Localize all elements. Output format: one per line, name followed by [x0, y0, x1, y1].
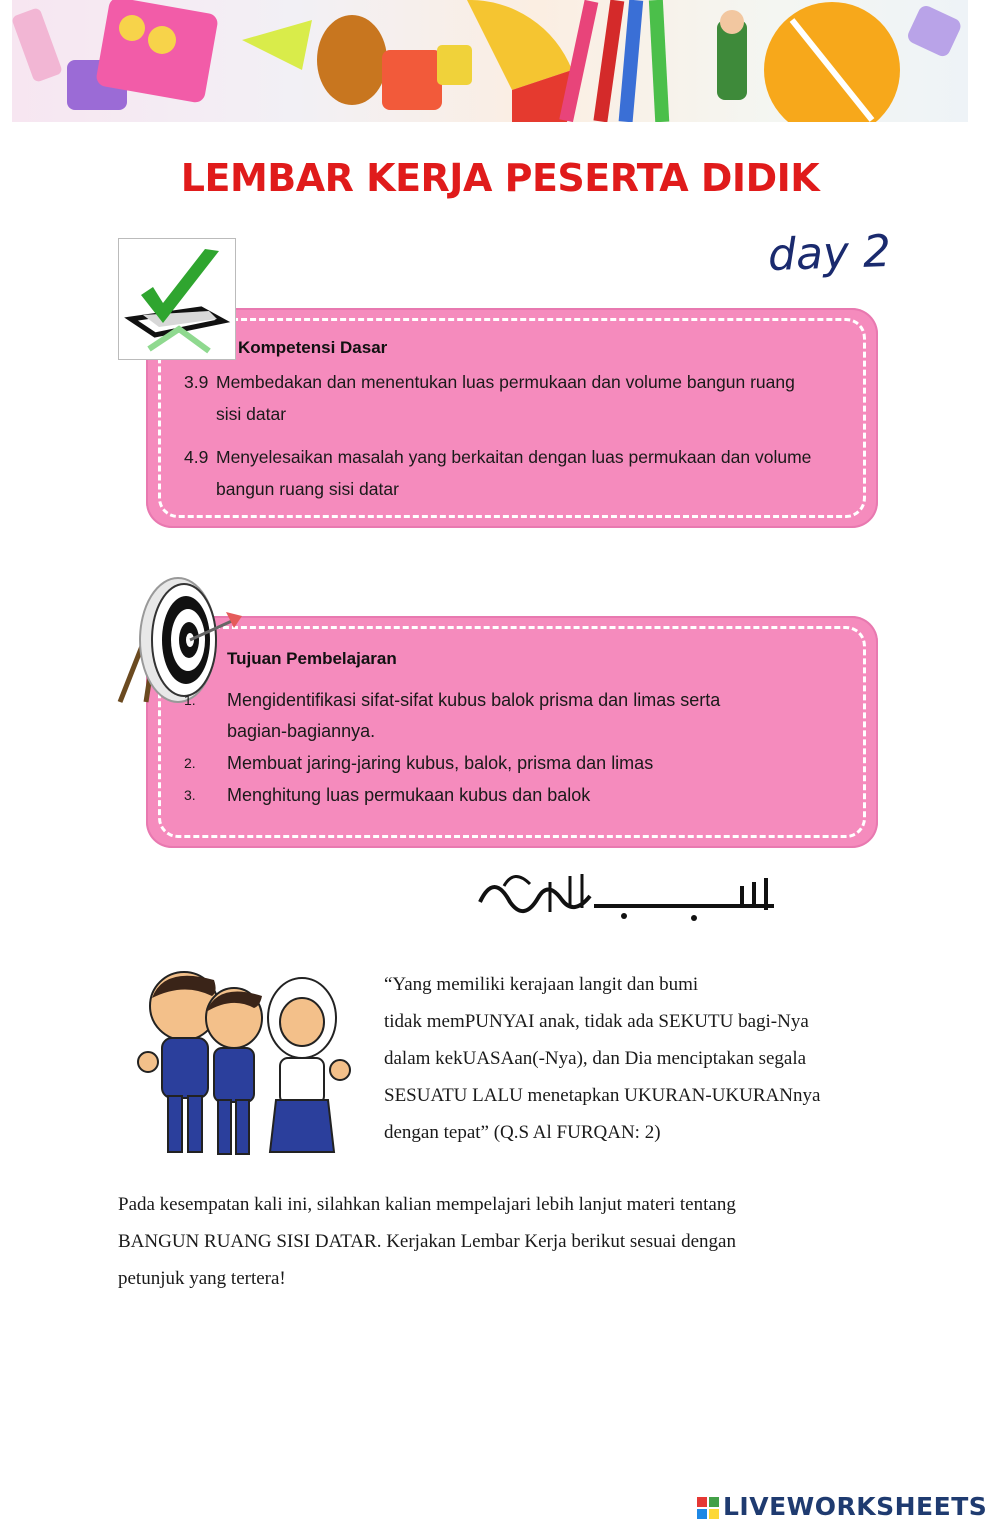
checkmark-icon: [118, 238, 236, 360]
kompetensi-item-1-number: 3.9: [184, 372, 209, 392]
kompetensi-item-2: [184, 441, 824, 505]
body-line-3: petunjuk yang tertera!: [118, 1268, 286, 1289]
tujuan-item-1-line-2: bagian-bagiannya.: [227, 721, 376, 741]
watermark-text: LIVEWORKSHEETS: [723, 1492, 988, 1521]
body-line-1: Pada kesempatan kali ini, silahkan kalian mempelajari lebih lanjut materi tentang: [118, 1194, 736, 1215]
liveworksheets-logo-icon: [697, 1496, 719, 1518]
liveworksheets-watermark[interactable]: [697, 1492, 987, 1521]
tujuan-item-2-number: 2.: [184, 755, 196, 771]
body-line-2: BANGUN RUANG SISI DATAR. Kerjakan Lembar Kerja berikut sesuai dengan: [118, 1231, 736, 1252]
quote-line-1: “Yang memiliki kerajaan langit dan bumi: [384, 974, 699, 995]
tujuan-item-3-text: Menghitung luas permukaan kubus dan balok: [227, 785, 591, 805]
kompetensi-heading: Kompetensi Dasar: [238, 338, 388, 357]
quote-line-5: dengan tepat” (Q.S Al FURQAN: 2): [384, 1122, 661, 1143]
kompetensi-item-2-text: Menyelesaikan masalah yang berkaitan dengan luas permukaan dan volume bangun ruang sisi datar: [216, 447, 812, 499]
page-title: LEMBAR KERJA PESERTA DIDIK: [180, 156, 820, 200]
kompetensi-item-2-number: 4.9: [184, 447, 209, 467]
bismillah-calligraphy: [474, 862, 780, 928]
students-illustration: [134, 966, 354, 1166]
quote-line-4: SESUATU LALU menetapkan UKURAN-UKURANnya: [384, 1085, 821, 1106]
day-label: day 2: [767, 225, 892, 282]
tujuan-item-2-text: Membuat jaring-jaring kubus, balok, prisma dan limas: [227, 753, 654, 773]
quote-line-3: dalam kekUASAan(-Nya), dan Dia menciptakan segala: [384, 1048, 807, 1069]
tujuan-heading: Tujuan Pembelajaran: [227, 649, 397, 668]
tujuan-item-1-line-1: Mengidentifikasi sifat-sifat kubus balok prisma dan limas serta: [227, 690, 721, 710]
tujuan-item-3-number: 3.: [184, 787, 196, 803]
quote-line-2: tidak memPUNYAI anak, tidak ada SEKUTU bagi-Nya: [384, 1011, 809, 1032]
header-banner: [12, 0, 968, 122]
kompetensi-item-1-text: Membedakan dan menentukan luas permukaan dan volume bangun ruang sisi datar: [216, 372, 795, 424]
kompetensi-item-1: [184, 366, 824, 430]
tujuan-item-1-number: 1.: [184, 692, 196, 708]
banner-illustration: [12, 0, 968, 122]
